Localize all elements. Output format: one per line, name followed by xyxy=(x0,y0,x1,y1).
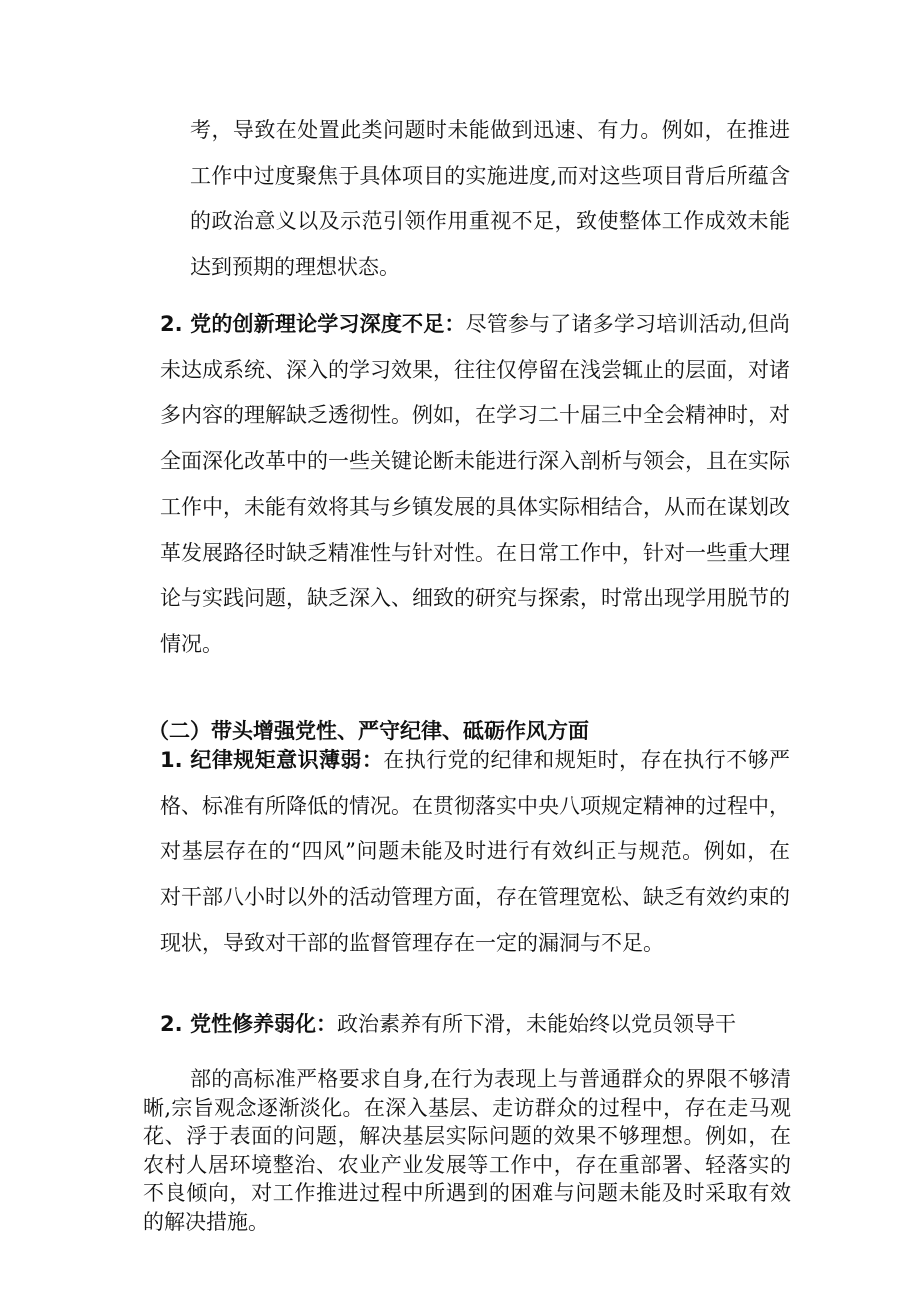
item-lead: 纪律规矩意识薄弱： xyxy=(190,748,384,772)
section-heading: （二）带头增强党性、严守纪律、砥砺作风方面 xyxy=(148,719,589,743)
item-lead: 党的创新理论学习深度不足： xyxy=(190,312,466,336)
list-item-discipline xyxy=(160,738,790,967)
item-number: 2. xyxy=(160,312,183,336)
paragraph-continuation: 考，导致在处置此类问题时未能做到迅速、有力。例如，在推进工作中过度聚焦于具体项目的实施进度,而对这些项目背后所蕴含的政治意义以及示范引领作用重视不足，致使整体工作成效未能达到预期的理想状态。 xyxy=(190,118,790,280)
item-text: 政治素养有所下滑，未能始终以党员领导干 xyxy=(337,1012,736,1036)
item-number: 2. xyxy=(160,1012,183,1036)
item-text: 在执行党的纪律和规矩时，存在执行不够严格、标准有所降低的情况。在贯彻落实中央八项规定精神的过程中，对基层存在的“四风”问题未能及时进行有效纠正与规范。例如，在对干部八小时以外的活动管理方面，存在管理宽松、缺乏有效约束的现状，导致对干部的监督管理存在一定的漏洞与不足。 xyxy=(160,748,791,955)
list-item-party-spirit xyxy=(160,1002,790,1048)
item-number: 1. xyxy=(160,748,183,772)
list-item-theory-study xyxy=(160,302,790,668)
paragraph-final: 部的高标准严格要求自身,在行为表现上与普通群众的界限不够清晰,宗旨观念逐渐淡化。在深入基层、走访群众的过程中，存在走马观花、浮于表面的问题，解决基层实际问题的效果不够理想。例如，在农村人居环境整治、农业产业发展等工作中，存在重部署、轻落实的不良倾向，对工作推进过程中所遇到的困难与问题未能及时采取有效的解决措施。 xyxy=(143,1067,791,1234)
item-text: 尽管参与了诸多学习培训活动,但尚未达成系统、深入的学习效果，往往仅停留在浅尝辄止的层面，对诸多内容的理解缺乏透彻性。例如，在学习二十届三中全会精神时，对全面深化改革中的一些关键论断未能进行深入剖析与领会，且在实际工作中，未能有效将其与乡镇发展的具体实际相结合，从而在谋划改革发展路径时缺乏精准性与针对性。在日常工作中，针对一些重大理论与实践问题，缺乏深入、细致的研究与探索，时常出现学用脱节的情况。 xyxy=(160,312,790,656)
item-lead: 党性修养弱化： xyxy=(190,1012,337,1036)
